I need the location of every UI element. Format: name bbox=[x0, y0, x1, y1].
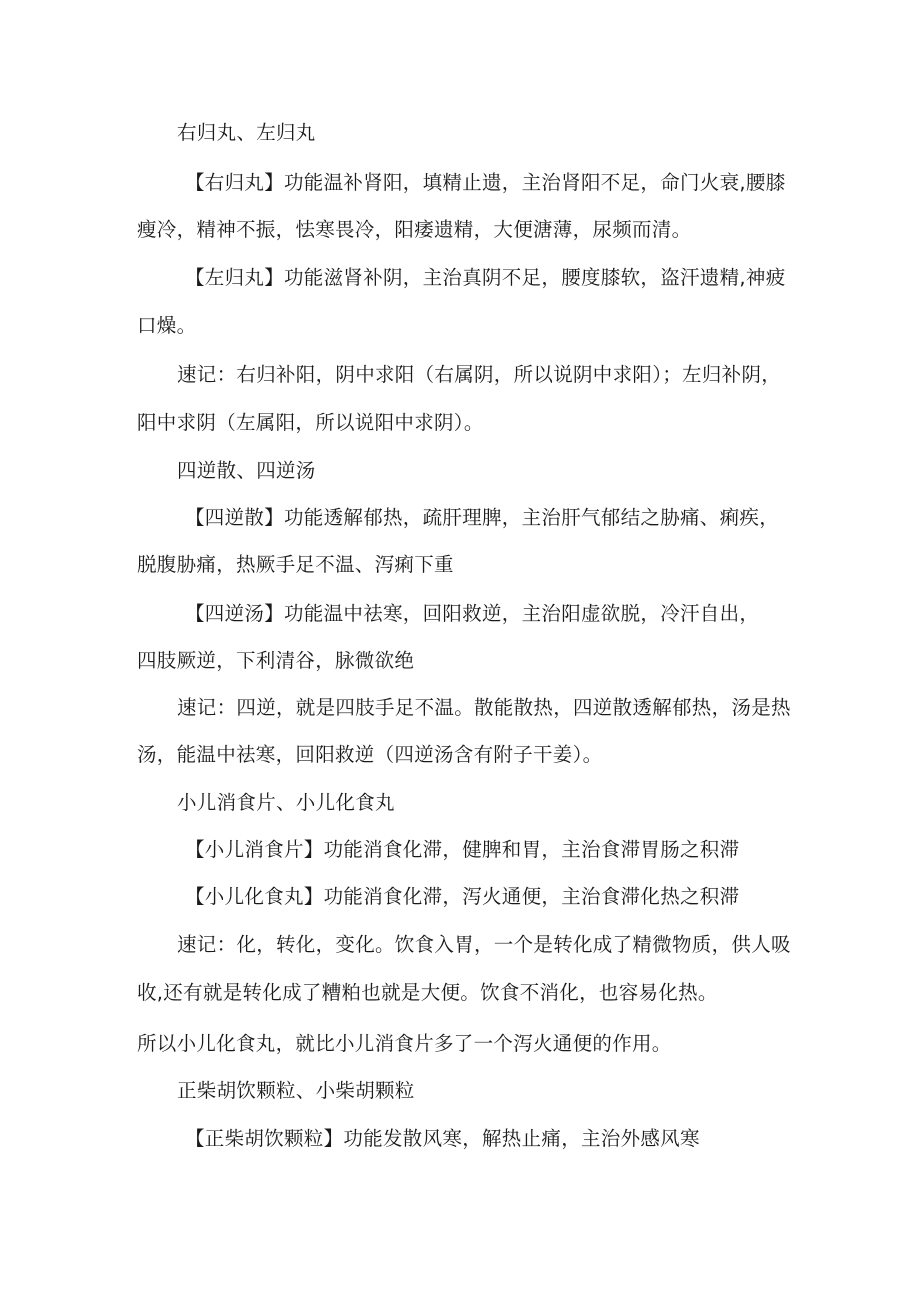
paragraph-line: 脱腹胁痛，热厥手足不温、泻痢下重 bbox=[137, 553, 454, 576]
memo-line: 速记：化，转化，变化。饮食入胃，一个是转化成了精微物质，供人吸 bbox=[177, 933, 791, 956]
section-heading: 四逆散、四逆汤 bbox=[177, 459, 316, 482]
paragraph-line: 瘦冷，精神不振，怯寒畏冷，阳痿遗精，大便溏薄，尿频而清。 bbox=[137, 218, 692, 241]
memo-line: 速记：右归补阳，阴中求阳（右属阴，所以说阴中求阳）；左归补阴， bbox=[177, 363, 782, 386]
paragraph-line: 【小儿化食丸】功能消食化滞，泻火通便，主治食滞化热之积滞 bbox=[185, 885, 740, 908]
memo-line: 速记：四逆，就是四肢手足不温。散能散热，四逆散透解郁热，汤是热 bbox=[177, 696, 791, 719]
section-heading: 右归丸、左归丸 bbox=[177, 121, 316, 144]
paragraph-line: 四肢厥逆，下利清谷，脉微欲绝 bbox=[137, 649, 415, 672]
paragraph-line: 【右归丸】功能温补肾阳，填精止遗，主治肾阳不足，命门火衰,腰膝 bbox=[185, 171, 786, 194]
paragraph-line: 口燥。 bbox=[137, 314, 197, 337]
paragraph-line: 【小儿消食片】功能消食化滞，健脾和胃，主治食滞胃肠之积滞 bbox=[185, 838, 740, 861]
section-heading: 正柴胡饮颗粒、小柴胡颗粒 bbox=[177, 1079, 415, 1102]
memo-line: 阳中求阴（左属阳，所以说阳中求阴）。 bbox=[137, 411, 484, 434]
paragraph-line: 【正柴胡饮颗粒】功能发散风寒，解热止痛，主治外感风寒 bbox=[185, 1127, 700, 1150]
paragraph-line: 【四逆散】功能透解郁热，疏肝理脾，主治肝气郁结之胁痛、痢疾， bbox=[185, 506, 780, 529]
memo-line: 汤，能温中祛寒，回阳救逆（四逆汤含有附子干姜）。 bbox=[137, 743, 603, 766]
paragraph-line: 【左归丸】功能滋肾补阴，主治真阴不足，腰度膝软，盗汗遗精,神疲 bbox=[185, 266, 786, 289]
paragraph-line: 【四逆汤】功能温中祛寒，回阳救逆，主治阳虚欲脱，冷汗自出， bbox=[185, 602, 760, 625]
memo-line: 收,还有就是转化成了糟粕也就是大便。饮食不消化，也容易化热。 bbox=[137, 981, 718, 1004]
memo-line: 所以小儿化食丸，就比小儿消食片多了一个泻火通便的作用。 bbox=[137, 1032, 672, 1055]
section-heading: 小儿消食片、小儿化食丸 bbox=[177, 791, 395, 814]
